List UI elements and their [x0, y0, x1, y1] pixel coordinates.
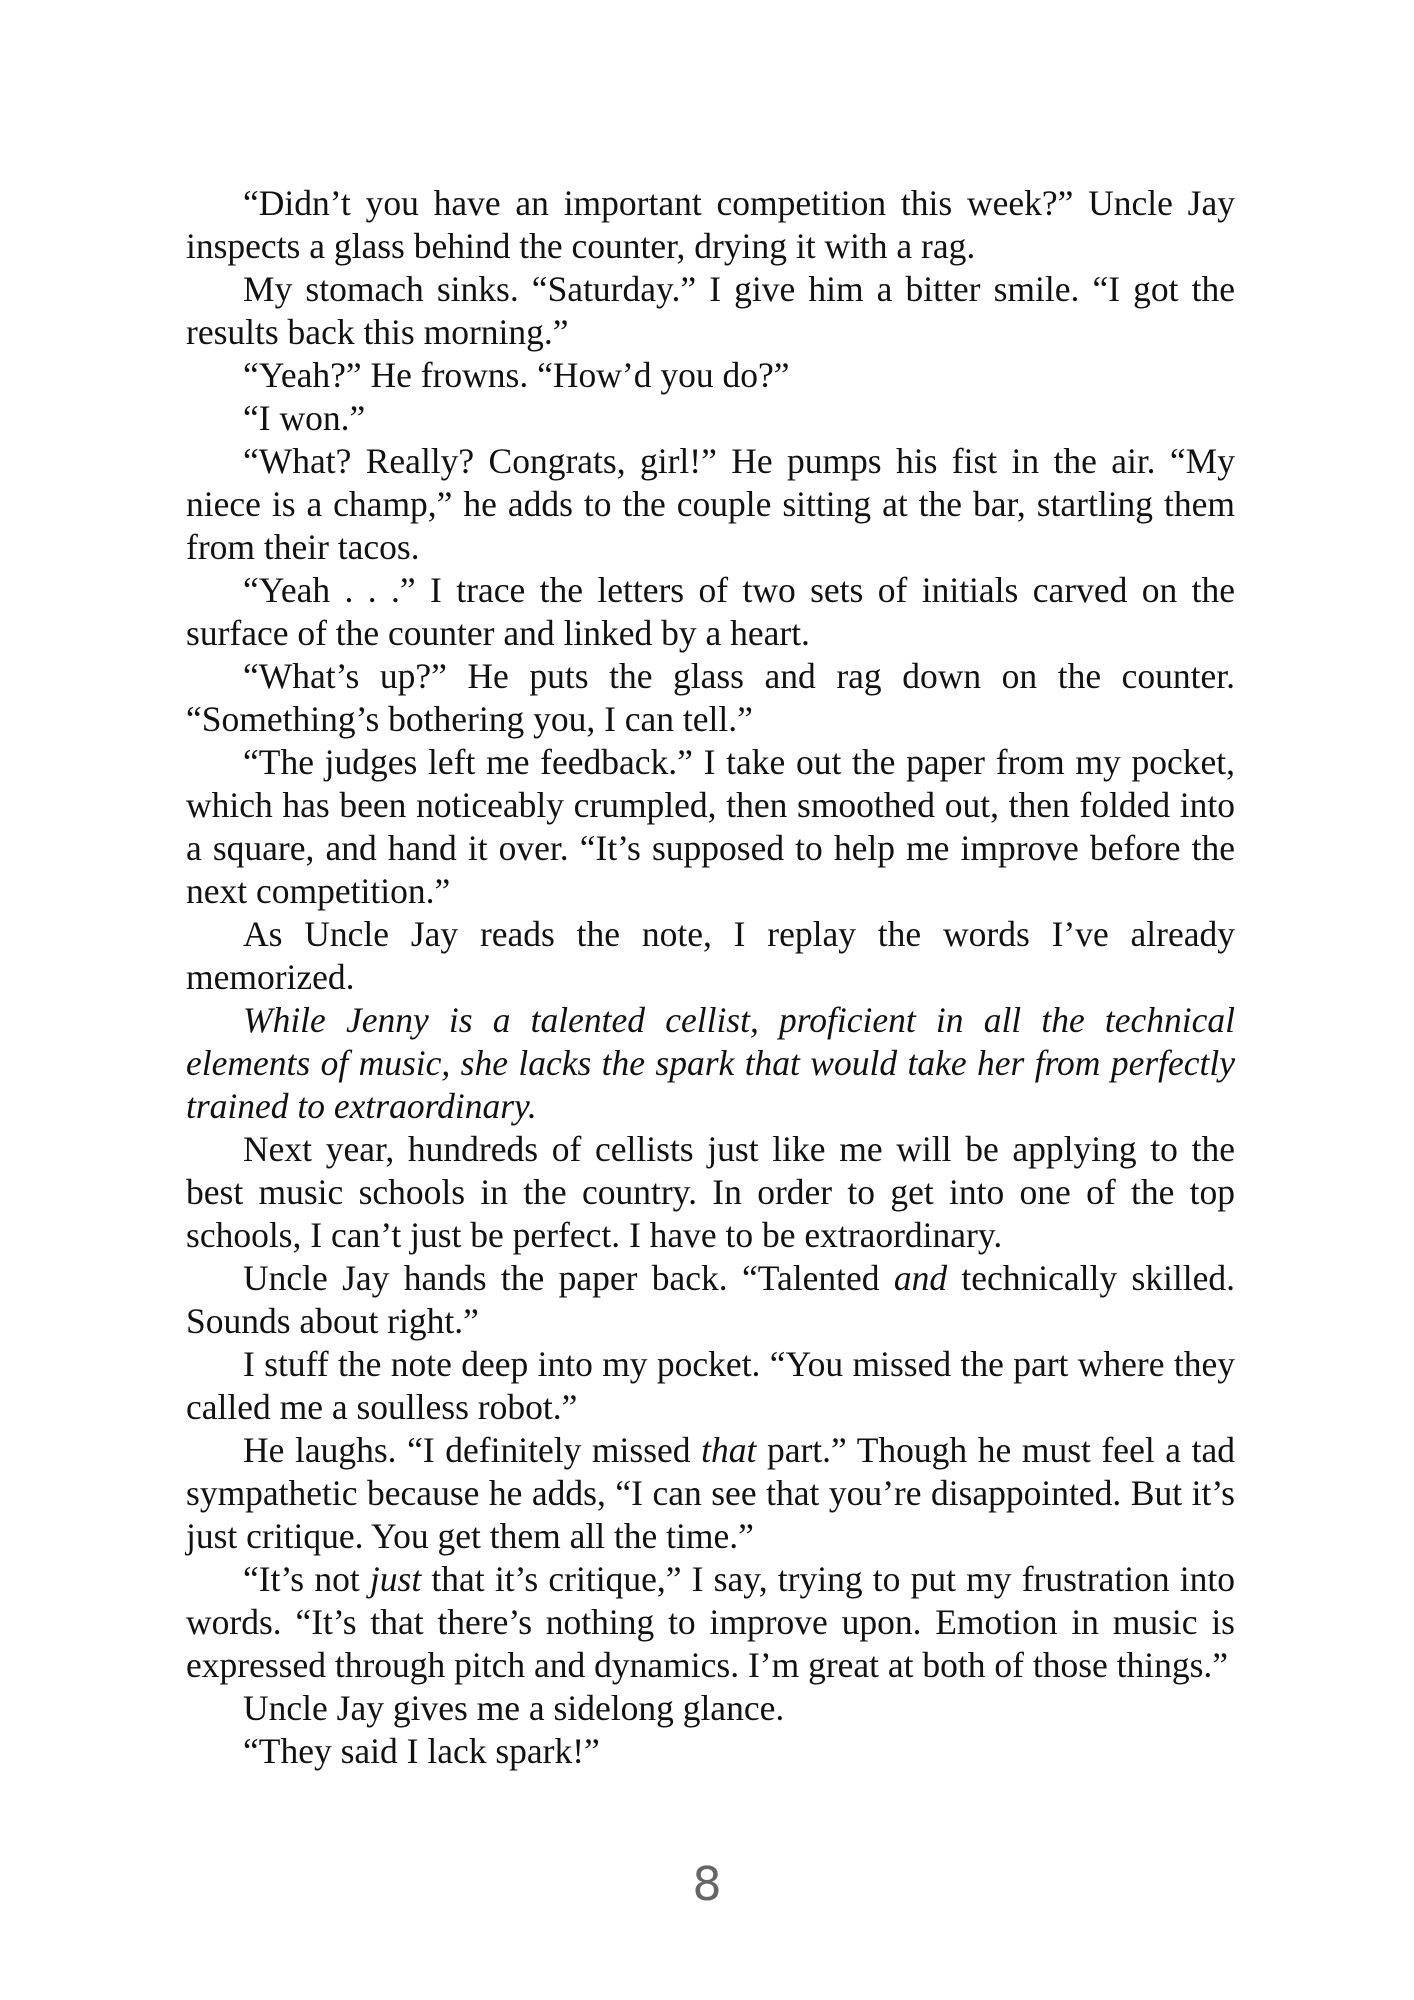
text-run: “They said I lack spark!” [243, 1731, 600, 1771]
paragraph [186, 1558, 1235, 1687]
paragraph [186, 569, 1235, 655]
text-run: “I won.” [243, 398, 366, 438]
text-run: He laughs. “I definitely missed [243, 1430, 702, 1470]
text-run: “What’s up?” He puts the glass and rag down on the counter. “Something’s bothering you, I can tell.” [186, 656, 1235, 739]
text-run: “Yeah?” He frowns. “How’d you do?” [243, 355, 790, 395]
paragraph [186, 655, 1235, 741]
body-text [186, 182, 1235, 1773]
paragraph [186, 182, 1235, 268]
paragraph [186, 1343, 1235, 1429]
paragraph [186, 741, 1235, 913]
text-run: My stomach sinks. “Saturday.” I give him a bitter smile. “I got the results back this morning.” [186, 269, 1235, 352]
italic-text: While Jenny is a talented cellist, proficient in all the technical elements of music, she lacks the spark that would take her from perfectly trained to extraordinary. [186, 1000, 1235, 1126]
text-run: Uncle Jay hands the paper back. “Talented [243, 1258, 894, 1298]
paragraph [186, 913, 1235, 999]
paragraph [186, 1429, 1235, 1558]
text-run: “The judges left me feedback.” I take out the paper from my pocket, which has been noticeably crumpled, then smoothed out, then folded into a square, and hand it over. “It’s supposed to help me improve before the next competition.” [186, 742, 1235, 911]
text-run: “It’s not [243, 1559, 370, 1599]
text-run: part.” Though he must feel a tad sympathetic because he adds, “I can see that you’re disappointed. But it’s just critique. You get them all the time.” [186, 1430, 1235, 1556]
paragraph [186, 1128, 1235, 1257]
text-run: “Yeah . . .” I trace the letters of two sets of initials carved on the surface of the counter and linked by a heart. [186, 570, 1235, 653]
text-run: “What? Really? Congrats, girl!” He pumps his fist in the air. “My niece is a champ,” he adds to the couple sitting at the bar, startling them from their tacos. [186, 441, 1235, 567]
page-number: 8 [692, 1857, 722, 1911]
italic-text: and [893, 1258, 948, 1298]
text-run: “Didn’t you have an important competition this week?” Uncle Jay inspects a glass behind the counter, drying it with a rag. [186, 183, 1235, 266]
text-run: I stuff the note deep into my pocket. “You missed the part where they called me a soulless robot.” [186, 1344, 1235, 1427]
text-run: As Uncle Jay reads the note, I replay the words I’ve already memorized. [186, 914, 1235, 997]
italic-text: that [701, 1430, 757, 1470]
paragraph [186, 999, 1235, 1128]
paragraph [186, 1730, 1235, 1773]
paragraph [186, 397, 1235, 440]
italic-text: just [369, 1559, 422, 1599]
paragraph [186, 354, 1235, 397]
paragraph [186, 1687, 1235, 1730]
paragraph [186, 1257, 1235, 1343]
text-run: Uncle Jay gives me a sidelong glance. [243, 1688, 785, 1728]
text-run: Next year, hundreds of cellists just like me will be applying to the best music schools in the country. In order to get into one of the top schools, I can’t just be perfect. I have to be extraordinary. [186, 1129, 1235, 1255]
paragraph [186, 268, 1235, 354]
text-run: technically skilled. Sounds about right.” [186, 1258, 1235, 1341]
text-run: that it’s critique,” I say, trying to put my frustration into words. “It’s that there’s nothing to improve upon. Emotion in music is expressed through pitch and dynamics. I’m great at both of those things.” [186, 1559, 1236, 1685]
paragraph [186, 440, 1235, 569]
